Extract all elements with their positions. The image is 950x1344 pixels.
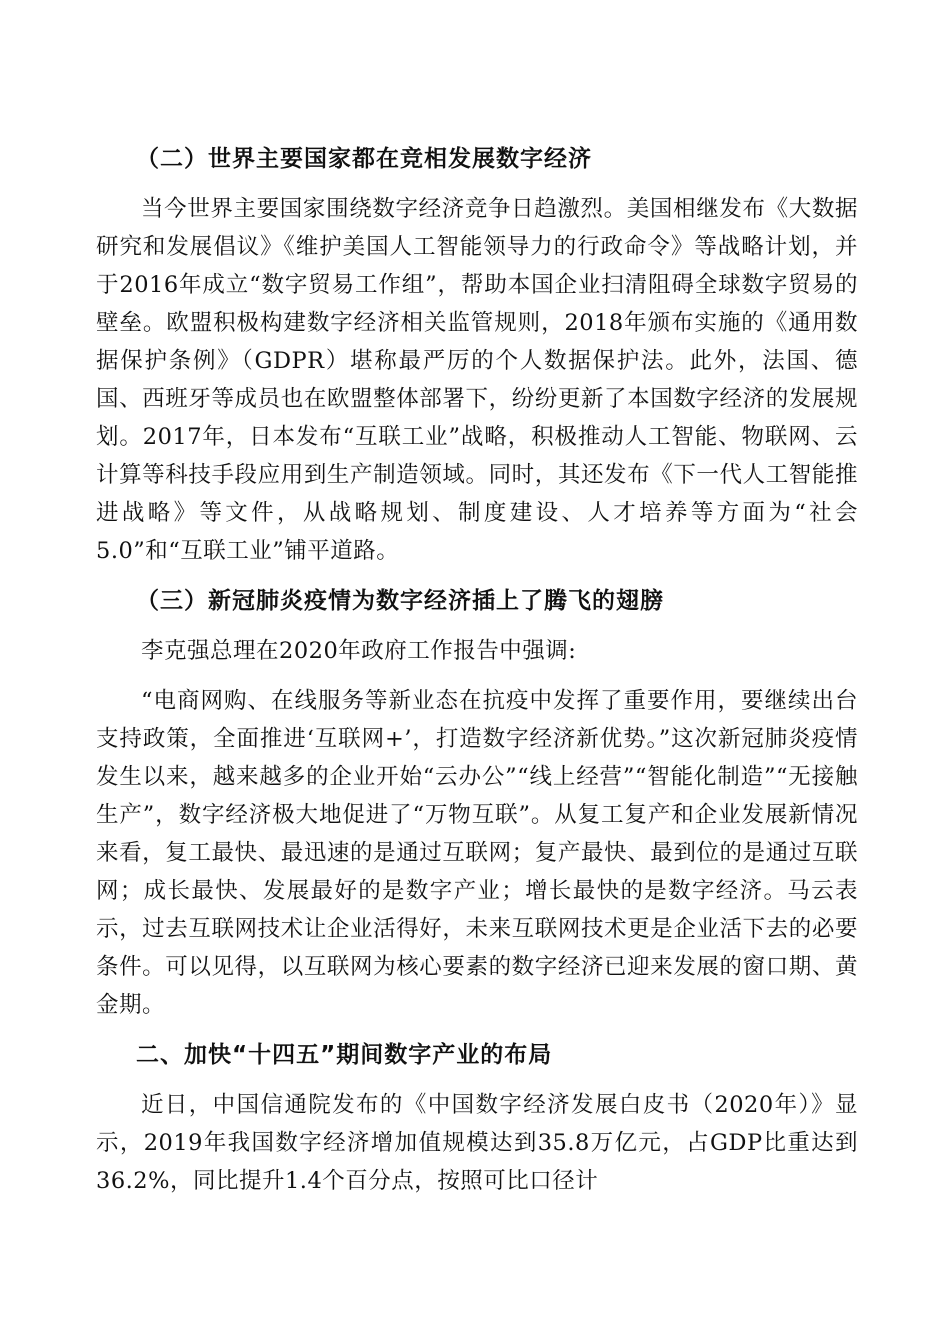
- paragraph-internet-plus-quote: “电商网购、在线服务等新业态在抗疫中发挥了重要作用，要继续出台支持政策，全面推进‘互联网+’，打造数字经济新优势。”这次新冠肺炎疫情发生以来，越来越多的企业开始“云办公”“线上经营”“智能化制造”“无接触生产”，数字经济极大地促进了“万物互联”。从复工复产和企业发展新情况来看，复工最快、最迅速的是通过互联网；复产最快、最到位的是通过互联网；成长最快、发展最好的是数字产业；增长最快的是数字经济。马云表示，过去互联网技术让企业活得好，未来互联网技术更是企业活下去的必要条件。可以见得，以互联网为核心要素的数字经济已迎来发展的窗口期、黄金期。: [96, 688, 858, 1018]
- paragraph-caict-whitepaper: 近日，中国信通院发布的《中国数字经济发展白皮书（2020年）》显示，2019年我国数字经济增加值规模达到35.8万亿元，占GDP比重达到36.2%，同比提升1.4个百分点，按照可比口径计: [96, 1092, 858, 1194]
- section-heading-world-digital-economy: （二）世界主要国家都在竞相发展数字经济: [136, 146, 592, 172]
- section-heading-fourteenth-five-year: 二、加快“十四五”期间数字产业的布局: [136, 1042, 553, 1068]
- paragraph-world-competition: 当今世界主要国家围绕数字经济竞争日趋激烈。美国相继发布《大数据研究和发展倡议》《维护美国人工智能领导力的行政命令》等战略计划，并于2016年成立“数字贸易工作组”，帮助本国企业扫清阻碍全球数字贸易的壁垒。欧盟积极构建数字经济相关监管规则，2018年颁布实施的《通用数据保护条例》（GDPR）堪称最严厉的个人数据保护法。此外，法国、德国、西班牙等成员也在欧盟整体部署下，纷纷更新了本国数字经济的发展规划。2017年，日本发布“互联工业”战略，积极推动人工智能、物联网、云计算等科技手段应用到生产制造领域。同时，其还发布《下一代人工智能推进战略》等文件，从战略规划、制度建设、人才培养等方面为“社会5.0”和“互联工业”铺平道路。: [96, 196, 858, 564]
- paragraph-premier-report: 李克强总理在2020年政府工作报告中强调:: [141, 638, 577, 664]
- section-heading-covid-digital-economy: （三）新冠肺炎疫情为数字经济插上了腾飞的翅膀: [136, 588, 664, 614]
- document-body: [96, 140, 858, 1200]
